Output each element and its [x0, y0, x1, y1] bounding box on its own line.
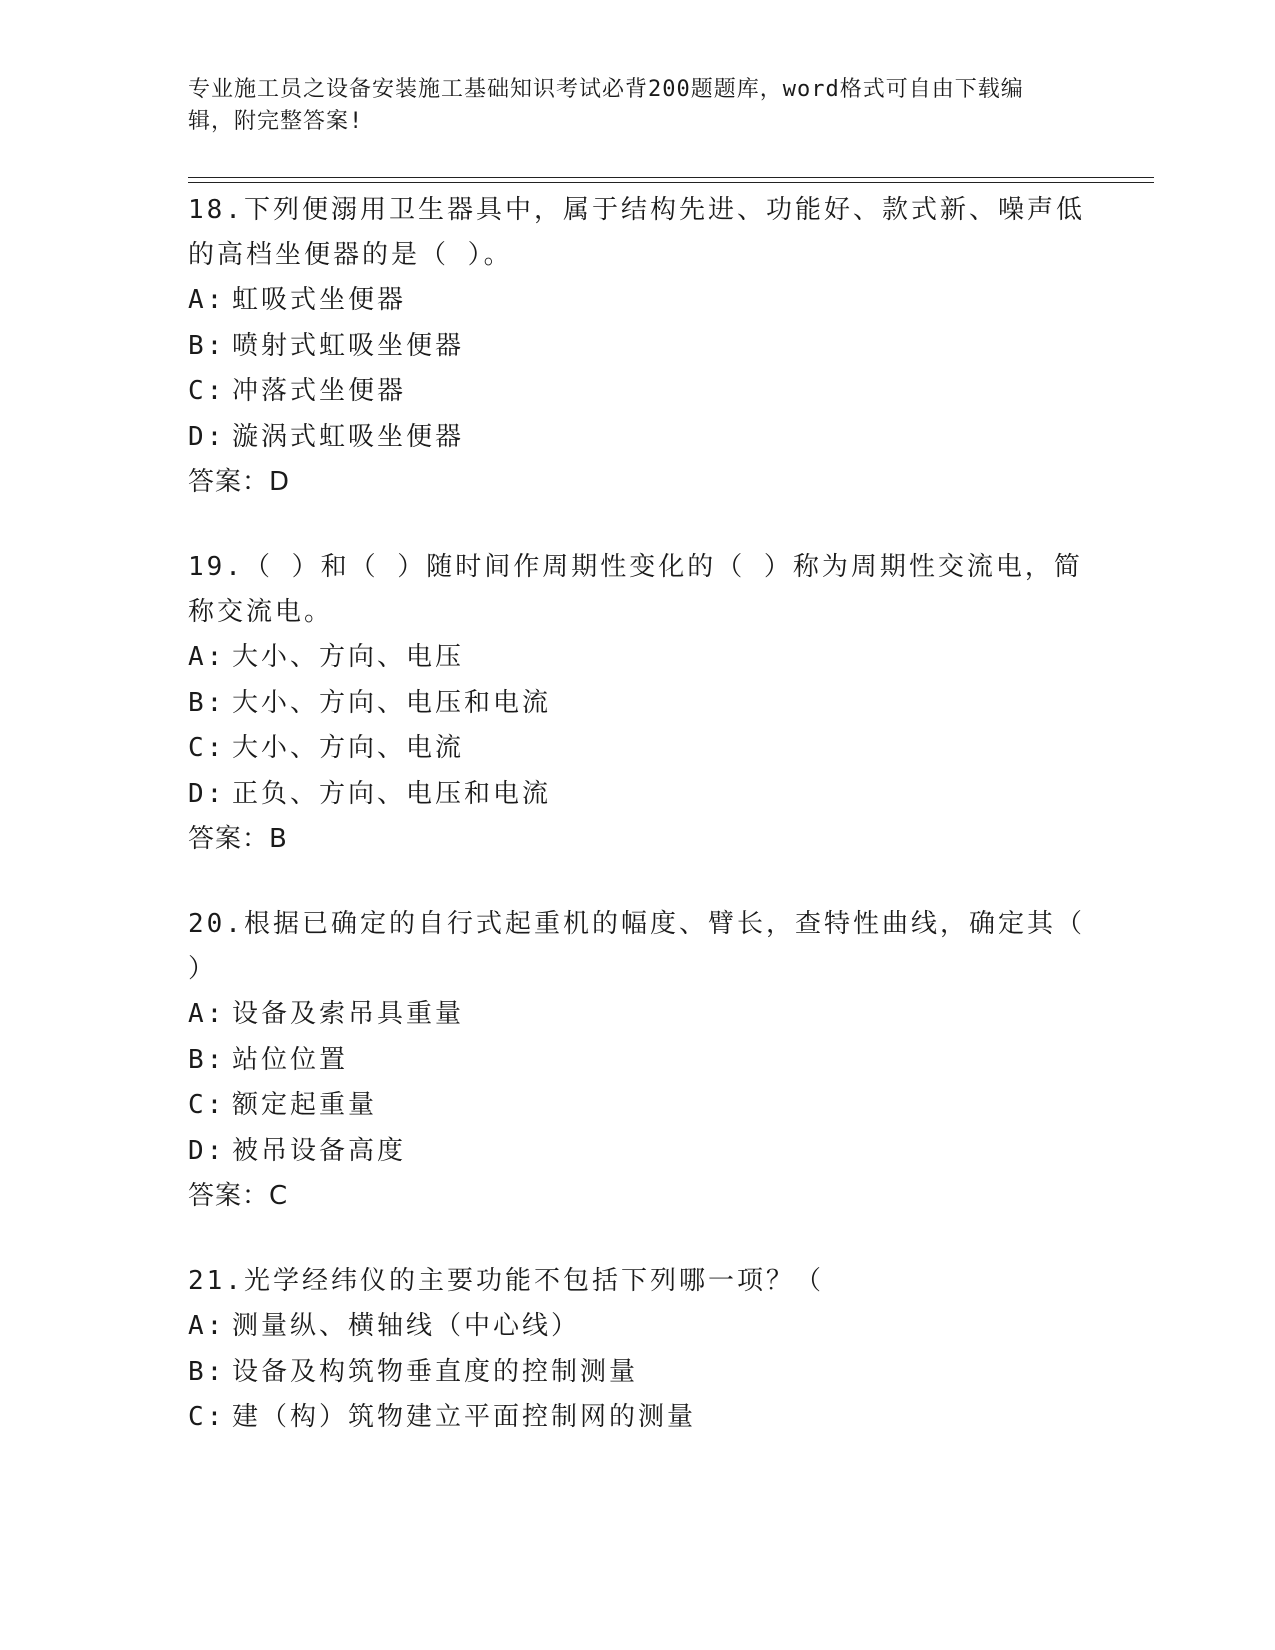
answer-line: 答案：D	[188, 467, 291, 497]
question-stem: 18.下列便溺用卫生器具中，属于结构先进、功能好、款式新、噪声低的高档坐便器的是（ ）。	[188, 195, 1085, 270]
option-a	[188, 992, 1088, 1038]
option-key: B:	[188, 687, 226, 718]
option-key: D:	[188, 421, 226, 452]
option-text: 大小、方向、电流	[232, 733, 465, 763]
option-text: 被吊设备高度	[232, 1135, 407, 1166]
question-21	[188, 1259, 1088, 1441]
option-text: 测量纵、横轴线（中心线）	[232, 1311, 581, 1341]
answer-line: 答案：B	[188, 824, 288, 854]
answer-line: 答案：C	[188, 1181, 289, 1211]
option-text: 设备及构筑物垂直度的控制测量	[232, 1356, 639, 1387]
option-text: 建（构）筑物建立平面控制网的测量	[232, 1402, 697, 1432]
question-stem: 19.（ ）和（ ）随时间作周期性变化的（ ）称为周期性交流电，简称交流电。	[188, 552, 1083, 627]
option-text: 漩涡式虹吸坐便器	[232, 421, 465, 452]
question-stem: 20.根据已确定的自行式起重机的幅度、臂长，查特性曲线，确定其（ ）	[188, 909, 1085, 984]
option-d	[188, 772, 1088, 818]
question-19	[188, 545, 1088, 862]
option-key: D:	[188, 778, 226, 809]
option-c	[188, 1083, 1088, 1129]
option-key: C:	[188, 376, 226, 406]
question-18	[188, 188, 1088, 505]
option-text: 冲落式坐便器	[232, 376, 407, 406]
option-text: 正负、方向、电压和电流	[232, 778, 552, 809]
option-a	[188, 278, 1088, 324]
option-key: B:	[188, 1356, 226, 1387]
option-a	[188, 635, 1088, 681]
option-text: 虹吸式坐便器	[232, 285, 407, 315]
option-b	[188, 324, 1088, 370]
option-b	[188, 681, 1088, 727]
option-text: 站位位置	[232, 1044, 349, 1075]
option-text: 大小、方向、电压	[232, 642, 465, 672]
option-key: C:	[188, 733, 226, 763]
option-text: 设备及索吊具重量	[232, 999, 465, 1029]
option-a	[188, 1304, 1088, 1350]
document-header: 专业施工员之设备安装施工基础知识考试必背200题题库，word格式可自由下载编辑，附完整答案!	[188, 77, 1024, 134]
option-d	[188, 415, 1088, 461]
option-c	[188, 1395, 1088, 1441]
option-key: B:	[188, 330, 226, 361]
option-c	[188, 726, 1088, 772]
option-key: C:	[188, 1090, 226, 1120]
option-key: D:	[188, 1135, 226, 1166]
option-c	[188, 369, 1088, 415]
option-text: 喷射式虹吸坐便器	[232, 330, 465, 361]
header-divider-bottom	[188, 182, 1154, 183]
option-key: A:	[188, 1311, 226, 1341]
header-divider-top	[188, 177, 1154, 178]
option-text: 额定起重量	[232, 1090, 378, 1120]
option-d	[188, 1129, 1088, 1175]
option-key: A:	[188, 285, 226, 315]
option-key: C:	[188, 1402, 226, 1432]
option-b	[188, 1350, 1088, 1396]
option-key: A:	[188, 999, 226, 1029]
option-key: B:	[188, 1044, 226, 1075]
question-stem: 21.光学经纬仪的主要功能不包括下列哪一项？（	[188, 1266, 824, 1296]
option-key: A:	[188, 642, 226, 672]
question-20	[188, 902, 1088, 1219]
question-list	[188, 188, 1088, 1481]
option-text: 大小、方向、电压和电流	[232, 687, 552, 718]
option-b	[188, 1038, 1088, 1084]
